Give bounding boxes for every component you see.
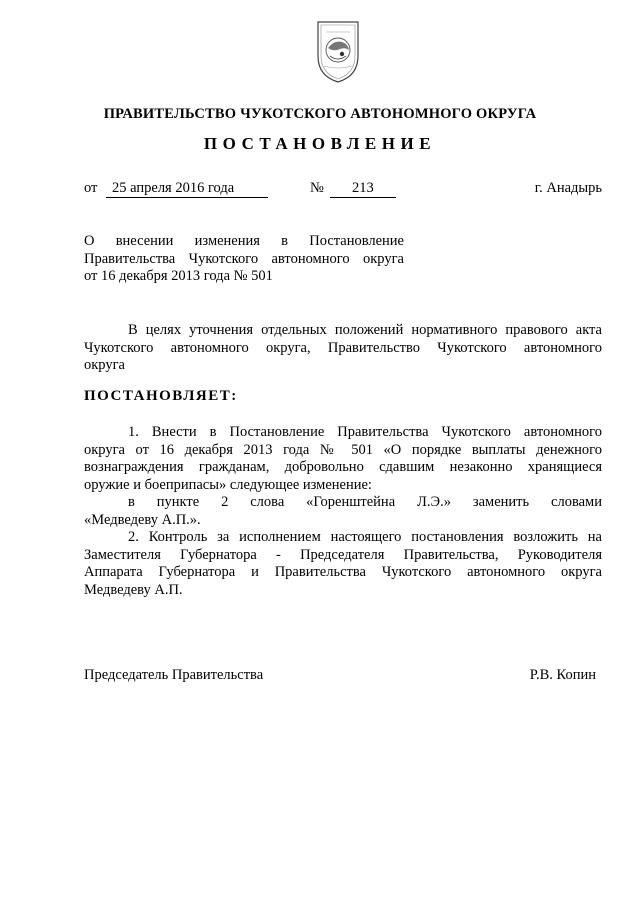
document-number: 213: [352, 180, 374, 196]
point-line: вознаграждения гражданам, добровольно сдавшим незаконно хранящиеся: [84, 459, 602, 475]
point-line: 2. Контроль за исполнением настоящего постановления возложить на: [128, 529, 602, 545]
document-place: г. Анадырь: [534, 180, 602, 196]
subpoint-line: «Медведеву А.П.».: [84, 511, 201, 528]
document-meta-row: [84, 180, 602, 200]
document-subject: [84, 233, 404, 286]
preamble-line: Чукотского автономного округа, Правительство Чукотского автономного: [84, 339, 602, 356]
document-type: ПОСТАНОВЛЕНИЕ: [203, 134, 437, 153]
point-line: Медведеву А.П.: [84, 581, 183, 598]
subject-line: от 16 декабря 2013 года № 501: [84, 268, 273, 284]
date-underline: [106, 197, 268, 198]
subject-line: О внесении изменения в Постановление: [84, 233, 404, 249]
preamble-line: округа: [84, 357, 125, 373]
subpoint-line: в пункте 2 слова «Горенштейна Л.Э.» заменить словами: [128, 494, 602, 510]
number-underline: [330, 197, 396, 198]
point-line: Заместителя Губернатора - Председателя Правительства, Руководителя: [84, 546, 602, 563]
point-line: 1. Внести в Постановление Правительства Чукотского автономного: [128, 424, 602, 440]
subject-line: Правительства Чукотского автономного округа: [84, 250, 404, 267]
point-line: Аппарата Губернатора и Правительства Чукотского автономного округа: [84, 564, 602, 580]
government-title: ПРАВИТЕЛЬСТВО ЧУКОТСКОГО АВТОНОМНОГО ОКРУГА: [103, 106, 537, 122]
point-1: [84, 424, 602, 599]
signatory-position: Председатель Правительства: [84, 667, 264, 683]
preamble-line: В целях уточнения отдельных положений нормативного правового акта: [128, 322, 602, 338]
number-label: №: [310, 180, 324, 196]
decree-heading: ПОСТАНОВЛЯЕТ:: [84, 388, 238, 404]
document-date: 25 апреля 2016 года: [112, 180, 235, 196]
date-label: от: [84, 180, 98, 196]
point-line: оружие и боеприпасы» следующее изменение:: [84, 476, 372, 493]
signatory-name: Р.В. Копин: [529, 667, 596, 683]
coat-of-arms-icon: [312, 18, 364, 84]
point-line: округа от 16 декабря 2013 года № 501 «О порядке выплаты денежного: [84, 441, 602, 458]
preamble: [84, 322, 602, 375]
